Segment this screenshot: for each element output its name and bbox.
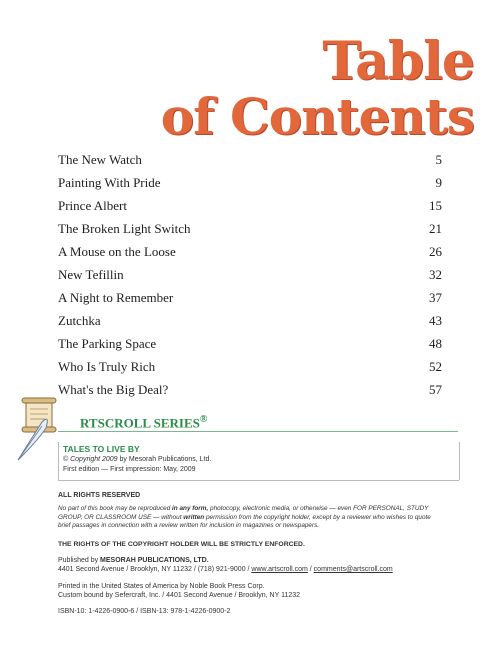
toc-entry-title: Painting With Pride	[58, 175, 161, 190]
toc-entry-title: Who Is Truly Rich	[58, 359, 156, 374]
toc-entry[interactable]	[58, 267, 442, 290]
toc-entry[interactable]	[58, 175, 442, 198]
isbn: ISBN-10: 1-4226-0900-6 / ISBN-13: 978-1-4226-0900-2	[58, 608, 231, 615]
toc-entry-page: 32	[429, 267, 442, 282]
copyright-line: © Copyright 2009 by Mesorah Publications, Ltd.	[63, 456, 212, 463]
toc-entry[interactable]	[58, 313, 442, 336]
book-title: TALES TO LIVE BY	[63, 444, 140, 454]
toc-entry-page: 9	[435, 175, 442, 190]
artscroll-logo	[58, 400, 478, 442]
toc-entry[interactable]	[58, 198, 442, 221]
toc-entry-page: 5	[435, 152, 442, 167]
toc-entry-page: 48	[429, 336, 442, 351]
all-rights-reserved: ALL RIGHTS RESERVED	[58, 492, 141, 499]
table-of-contents	[58, 152, 442, 405]
toc-entry-page: 37	[429, 290, 442, 305]
toc-entry-page: 21	[429, 221, 442, 236]
imprint-box	[58, 442, 459, 481]
toc-entry-page: 52	[429, 359, 442, 374]
toc-entry[interactable]	[58, 152, 442, 175]
toc-entry-page: 43	[429, 313, 442, 328]
toc-entry-title: Zutchka	[58, 313, 101, 328]
edition-line: First edition — First impression: May, 2009	[63, 466, 196, 473]
toc-entry[interactable]	[58, 290, 442, 313]
toc-entry-title: A Mouse on the Loose	[58, 244, 176, 259]
toc-entry[interactable]	[58, 244, 442, 267]
printer-info: Printed in the United States of America by Noble Book Press Corp. Custom bound by Sefercraft, Inc. / 4401 Second Avenue / Brooklyn, NY 11232	[58, 583, 301, 599]
website-link[interactable]: www.artscroll.com	[251, 566, 308, 573]
copyright-imprint	[58, 400, 478, 481]
title-line-2: of Contents	[160, 87, 474, 146]
reproduction-notice: No part of this book may be reproduced in any form, photocopy, electronic media, or otherwise — even FOR PERSONAL, STUDY GROUP, OR CLASSROOM USE — without written permission from the copyright holder, except by a reviewer who wishes to quote brief passages in connection with a review written for inclusion in magazines or newspapers.	[58, 505, 431, 529]
toc-entry[interactable]	[58, 221, 442, 244]
toc-entry[interactable]	[58, 336, 442, 359]
title-line-1: Table	[322, 31, 474, 92]
enforcement-notice: THE RIGHTS OF THE COPYRIGHT HOLDER WILL BE STRICTLY ENFORCED.	[58, 541, 305, 548]
toc-entry-title: What's the Big Deal?	[58, 382, 169, 397]
green-divider	[58, 431, 458, 432]
toc-entry-page: 57	[429, 382, 442, 397]
toc-entry-title: Prince Albert	[58, 198, 127, 213]
publisher-info: Published by MESORAH PUBLICATIONS, LTD. 4401 Second Avenue / Brooklyn, NY 11232 / (718) 921-9000 / www.artscroll.com / comments@artscroll.com	[58, 557, 393, 573]
toc-entry-page: 15	[429, 198, 442, 213]
toc-entry[interactable]	[58, 359, 442, 382]
toc-entry-page: 26	[429, 244, 442, 259]
series-name: RTSCROLL SERIES®	[80, 414, 208, 431]
page-title	[160, 31, 474, 146]
toc-entry-title: The Parking Space	[58, 336, 157, 351]
email-link[interactable]: comments@artscroll.com	[313, 566, 393, 573]
toc-entry-title: The Broken Light Switch	[58, 221, 191, 236]
toc-entry-title: The New Watch	[58, 152, 142, 167]
toc-entry-title: New Tefillin	[58, 267, 124, 282]
toc-entry-title: A Night to Remember	[58, 290, 174, 305]
